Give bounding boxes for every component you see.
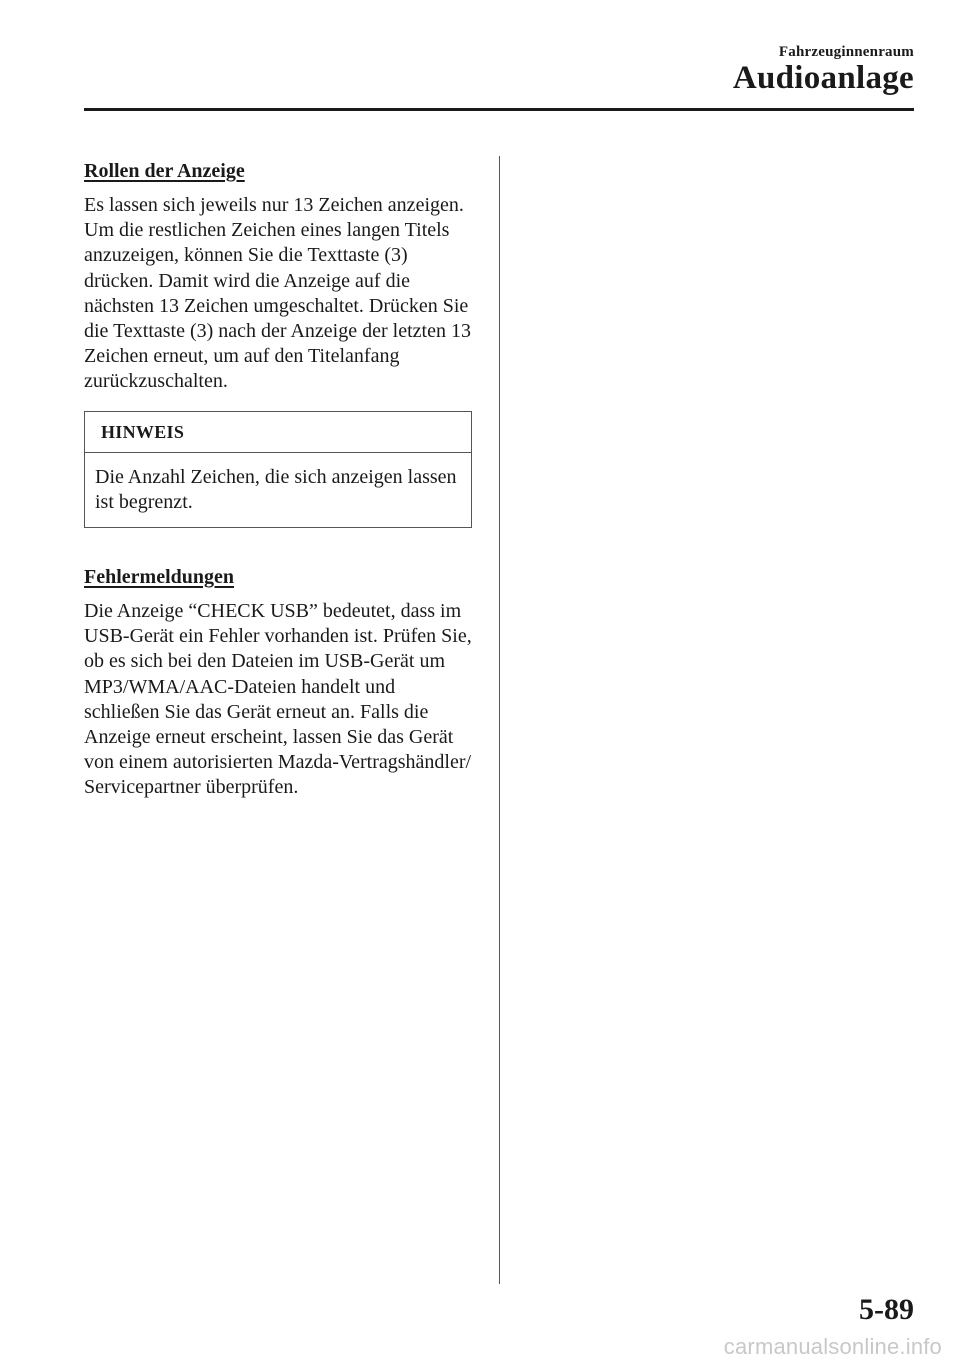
note-box [84,411,472,528]
chapter-title: Audioanlage [732,60,914,96]
paragraph-rollen: Es lassen sich jeweils nur 13 Zeichen anzeigen. Um die restlichen Zeichen eines langen Titels anzuzeigen, können Sie die Texttaste (3) drücken. Damit wird die Anzeige auf die nächsten 13 Zeichen umgeschaltet. Drücken Sie die Texttaste (3) nach der Anzeige der letzten 13 Zeichen erneut, um auf den Titelanfang zurückzuschalten. [84,194,471,393]
header-rule [84,108,914,111]
page-number: 5-89 [859,1293,914,1326]
note-text: Die Anzahl Zeichen, die sich anzeigen lassen ist begrenzt. [95,465,457,513]
note-title: HINWEIS [85,412,471,453]
paragraph-fehlermeldungen: Die Anzeige “CHECK USB” bedeutet, dass im USB-Gerät ein Fehler vorhanden ist. Prüfen Sie, ob es sich bei den Dateien im USB-Gerät um MP3/WMA/AAC-Dateien handelt und schließen Sie das Gerät erneut an. Falls die Anzeige erneut erscheint, lassen Sie das Gerät von einem autorisierten Mazda-Vertragshändler/ Servicepartner überprüfen. [84,600,472,799]
heading-fehlermeldungen: Fehlermeldungen [84,566,234,589]
section-title: Fahrzeuginnenraum [778,44,914,60]
left-column [84,160,472,801]
watermark: carmanualsonline.info [723,1334,942,1359]
column-divider [499,156,500,1284]
heading-rollen-der-anzeige: Rollen der Anzeige [84,160,245,182]
